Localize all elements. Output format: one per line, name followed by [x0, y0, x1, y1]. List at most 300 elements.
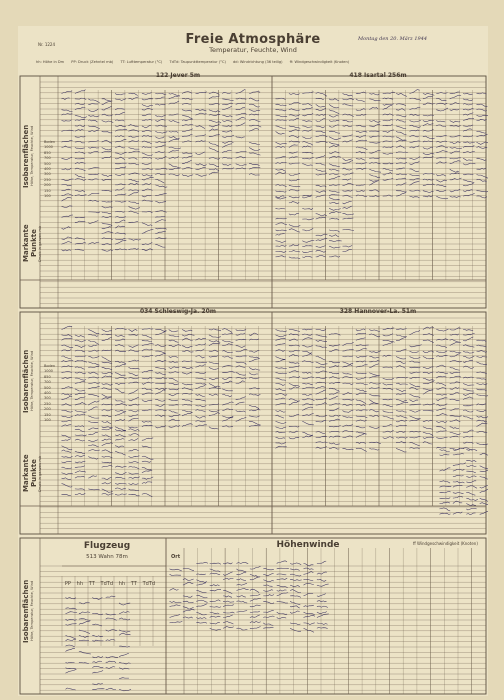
ink-mark: [129, 466, 140, 469]
ink-mark: [129, 173, 140, 175]
ink-mark: [102, 337, 112, 340]
ink-mark: [169, 356, 178, 357]
ink-mark: [276, 384, 286, 386]
ink-mark: [142, 136, 152, 137]
ink-mark: [182, 367, 193, 368]
ink-mark: [410, 384, 421, 388]
ink-mark: [463, 405, 473, 406]
ink-mark: [62, 114, 73, 116]
ink-mark: [115, 188, 124, 191]
ink-mark: [329, 372, 339, 373]
ink-mark: [75, 148, 85, 149]
ink-mark: [356, 140, 367, 142]
ink-mark: [223, 578, 233, 579]
ink-mark: [450, 178, 462, 180]
ink-mark: [129, 221, 139, 222]
ink-mark: [302, 130, 312, 132]
ink-mark: [436, 376, 446, 378]
ink-mark: [249, 421, 261, 425]
ink-mark: [383, 130, 394, 132]
ink-mark: [343, 377, 353, 379]
ink-mark: [369, 180, 379, 185]
ink-mark: [102, 238, 113, 240]
ink-mark: [263, 580, 274, 582]
ink-mark: [88, 401, 99, 405]
ink-mark: [182, 92, 192, 94]
ink-mark: [356, 195, 367, 197]
ink-mark: [356, 377, 366, 379]
ink-mark: [396, 168, 405, 169]
ink-mark: [249, 110, 260, 112]
ink-mark: [142, 141, 152, 144]
ink-mark: [302, 219, 314, 220]
ink-mark: [92, 661, 102, 663]
ink-mark: [343, 201, 352, 204]
ink-mark: [329, 202, 339, 203]
ink-mark: [304, 572, 314, 575]
ink-mark: [142, 183, 151, 185]
ink-mark: [155, 415, 165, 417]
ink-mark: [75, 429, 85, 431]
ink-mark: [343, 125, 353, 126]
ink-mark: [477, 362, 488, 365]
ink-mark: [356, 348, 367, 351]
ink-mark: [129, 158, 138, 160]
ink-mark: [75, 471, 86, 473]
ink-mark: [423, 103, 435, 104]
ink-mark: [290, 563, 301, 565]
ink-mark: [466, 476, 476, 477]
ink-mark: [129, 438, 139, 440]
ink-mark: [289, 157, 298, 159]
ink-mark: [75, 195, 87, 196]
ink-mark: [383, 328, 395, 330]
ink-mark: [369, 448, 379, 450]
ink-mark: [396, 158, 407, 159]
ink-mark: [92, 689, 104, 690]
ink-mark: [423, 93, 434, 95]
ink-mark: [169, 330, 178, 332]
ink-mark: [423, 115, 434, 116]
ink-mark: [142, 329, 153, 330]
ink-mark: [463, 190, 473, 192]
ink-mark: [466, 492, 475, 495]
ink-mark: [92, 640, 103, 641]
ink-mark: [410, 411, 421, 413]
ink-mark: [119, 678, 129, 679]
ink-mark: [290, 596, 301, 598]
ink-mark: [316, 169, 326, 171]
ink-mark: [62, 356, 71, 359]
ink-mark: [88, 356, 99, 358]
ink-mark: [106, 596, 116, 598]
ink-mark: [383, 367, 393, 368]
ink-mark: [75, 489, 85, 490]
ink-mark: [423, 96, 433, 99]
ink-mark: [383, 114, 394, 116]
ink-mark: [369, 158, 380, 159]
ink-mark: [329, 415, 341, 416]
ink-mark: [410, 400, 419, 402]
ink-mark: [343, 114, 354, 117]
ink-mark: [142, 230, 154, 234]
ink-mark: [463, 118, 474, 120]
ink-mark: [450, 189, 461, 192]
ink-mark: [129, 450, 139, 452]
ink-mark: [182, 411, 193, 413]
ink-mark: [169, 419, 180, 421]
ink-mark: [129, 151, 141, 153]
ink-mark: [356, 158, 365, 160]
ink-mark: [62, 326, 73, 329]
ink-mark: [142, 477, 153, 479]
ink-mark: [463, 366, 474, 369]
ink-mark: [329, 408, 339, 411]
ink-mark: [383, 136, 395, 137]
ink-mark: [329, 218, 339, 220]
ink-mark: [276, 233, 285, 235]
ink-mark: [75, 243, 86, 245]
marks-side-label: Markante Punkte Druck in ganzen mb: [22, 454, 42, 493]
ink-mark: [102, 151, 112, 153]
ink-mark: [249, 367, 260, 370]
ink-mark: [463, 410, 473, 412]
ink-mark: [196, 622, 207, 623]
ink-mark: [182, 119, 192, 121]
ink-mark: [436, 383, 446, 386]
ink-mark: [410, 388, 419, 390]
ink-mark: [276, 223, 287, 225]
ink-mark: [209, 410, 220, 411]
ink-mark: [463, 145, 474, 147]
ink-mark: [155, 378, 167, 379]
ink-mark: [170, 569, 182, 571]
ink-mark: [356, 442, 366, 443]
ink-mark: [129, 415, 139, 417]
ink-mark: [79, 621, 90, 624]
ink-mark: [440, 502, 451, 503]
ink-mark: [276, 432, 286, 433]
ink-mark: [88, 421, 98, 422]
ink-mark: [236, 89, 246, 93]
ink-mark: [129, 373, 139, 376]
ink-mark: [75, 367, 85, 369]
ink-mark: [66, 668, 76, 669]
ink-mark: [129, 130, 140, 132]
ink-mark: [249, 425, 260, 427]
ink-mark: [106, 667, 115, 669]
ink-mark: [316, 346, 327, 348]
ink-mark: [302, 228, 313, 231]
ink-mark: [79, 652, 91, 654]
page-subtitle: Temperatur, Feuchte, Wind: [209, 46, 297, 54]
ink-mark: [182, 125, 193, 126]
ink-mark: [410, 120, 421, 122]
ink-mark: [289, 371, 299, 373]
legend-item: TT: Lufttemperatur (°C): [120, 60, 163, 64]
ink-mark: [423, 378, 435, 380]
ink-mark: [88, 476, 97, 478]
ink-mark: [369, 387, 379, 389]
ink-mark: [463, 377, 474, 378]
ink-mark: [115, 184, 126, 185]
ink-mark: [263, 585, 272, 587]
ink-mark: [289, 362, 299, 364]
ink-mark: [396, 437, 407, 438]
ink-mark: [129, 207, 140, 210]
ink-mark: [88, 151, 98, 153]
ink-mark: [79, 662, 89, 663]
ink-mark: [209, 356, 218, 358]
ink-mark: [289, 245, 299, 247]
ink-mark: [115, 466, 126, 467]
ink-mark: [102, 201, 113, 202]
ink-mark: [304, 628, 315, 632]
ink-mark: [75, 249, 84, 251]
ink-mark: [450, 158, 461, 159]
ink-mark: [450, 382, 460, 384]
ink-mark: [410, 146, 420, 148]
ink-mark: [289, 387, 299, 389]
ink-mark: [329, 131, 340, 133]
ink-mark: [75, 119, 85, 120]
ink-mark: [396, 104, 406, 106]
ink-mark: [410, 135, 419, 137]
ink-mark: [88, 457, 98, 460]
ink-mark: [236, 373, 246, 376]
ink-mark: [102, 106, 112, 110]
ink-mark: [436, 394, 447, 395]
ink-mark: [263, 627, 273, 628]
ink-mark: [115, 494, 127, 495]
ink-mark: [209, 124, 220, 127]
ink-mark: [329, 176, 340, 180]
ink-mark: [196, 126, 206, 129]
ink-mark: [129, 179, 139, 181]
ink-mark: [302, 361, 313, 363]
ink-mark: [343, 365, 353, 368]
ink-mark: [155, 180, 164, 184]
ink-mark: [129, 433, 140, 435]
ink-mark: [316, 447, 327, 449]
ink-mark: [62, 484, 73, 488]
ink-mark: [453, 454, 464, 455]
ink-mark: [75, 461, 85, 463]
ink-mark: [396, 192, 406, 196]
ink-mark: [142, 146, 151, 147]
ink-mark: [436, 103, 447, 104]
ink-mark: [383, 405, 393, 407]
ink-mark: [142, 467, 152, 470]
ink-mark: [75, 175, 85, 178]
ink-mark: [129, 163, 140, 165]
ink-mark: [155, 97, 165, 99]
ink-mark: [477, 356, 488, 357]
ink-mark: [222, 340, 233, 342]
ink-mark: [236, 362, 247, 364]
ink-mark: [302, 387, 314, 389]
ink-mark: [396, 140, 406, 142]
ink-mark: [66, 619, 77, 620]
ink-mark: [316, 246, 326, 248]
ink-mark: [302, 351, 311, 353]
ink-mark: [222, 92, 231, 93]
ink-mark: [423, 372, 433, 374]
ink-mark: [302, 432, 313, 436]
ink-mark: [356, 125, 366, 127]
ink-mark: [329, 333, 340, 335]
ink-mark: [329, 241, 342, 242]
ink-mark: [356, 416, 367, 418]
ink-mark: [236, 157, 246, 159]
ink-mark: [119, 633, 130, 635]
ink-mark: [396, 383, 408, 384]
ink-mark: [289, 145, 298, 148]
ink-mark: [276, 115, 288, 117]
ink-mark: [88, 366, 99, 367]
ink-mark: [302, 256, 312, 257]
ink-mark: [102, 180, 112, 181]
ink-mark: [289, 339, 298, 340]
ink-mark: [142, 153, 153, 156]
ink-mark: [222, 389, 233, 391]
ink-mark: [423, 381, 434, 383]
ink-mark: [210, 585, 220, 586]
ink-mark: [66, 688, 76, 690]
pressure-level-list: Boden 1000 850 700 500 400 300 250 200 150 100: [44, 364, 56, 423]
ink-mark: [62, 189, 71, 190]
ink-mark: [155, 231, 166, 233]
ink-mark: [119, 668, 129, 670]
ink-mark: [115, 113, 125, 116]
ink-mark: [88, 115, 99, 117]
ink-mark: [106, 630, 117, 632]
ink-mark: [115, 419, 125, 421]
ink-mark: [396, 400, 407, 402]
ink-mark: [115, 201, 126, 202]
ink-mark: [396, 349, 407, 352]
handwritten-ink-layer: [18, 26, 488, 696]
ink-mark: [316, 329, 326, 330]
ink-mark: [222, 344, 233, 346]
ink-mark: [477, 416, 489, 418]
ink-mark: [182, 404, 192, 405]
ink-mark: [289, 437, 299, 439]
ink-mark: [249, 350, 259, 352]
ink-mark: [369, 375, 379, 378]
ink-mark: [410, 357, 421, 359]
ink-mark: [383, 399, 393, 400]
ink-mark: [196, 425, 207, 427]
ink-mark: [289, 163, 300, 164]
ink-mark: [115, 364, 126, 367]
ink-mark: [410, 107, 421, 109]
ink-mark: [169, 150, 179, 152]
ink-mark: [343, 218, 354, 219]
ink-mark: [329, 246, 340, 248]
ink-mark: [477, 191, 489, 192]
ink-mark: [182, 103, 191, 104]
ink-mark: [356, 109, 366, 111]
ink-mark: [276, 172, 287, 174]
ink-mark: [106, 688, 116, 690]
ink-mark: [302, 114, 313, 116]
ink-mark: [289, 334, 299, 336]
ink-mark: [169, 372, 179, 374]
ink-mark: [289, 196, 300, 198]
ink-mark: [276, 438, 286, 439]
ink-mark: [436, 98, 446, 100]
ink-mark: [304, 583, 314, 585]
ink-mark: [410, 436, 421, 438]
ink-mark: [169, 411, 178, 414]
ink-mark: [276, 389, 286, 391]
ink-mark: [302, 246, 312, 247]
ink-mark: [129, 494, 140, 496]
ink-mark: [209, 158, 220, 160]
ink-mark: [182, 346, 192, 348]
ink-mark: [222, 125, 232, 126]
ink-mark: [453, 496, 463, 498]
ink-mark: [155, 151, 164, 153]
ink-mark: [463, 384, 474, 386]
ink-mark: [453, 475, 464, 476]
weather-form-sheet: [18, 26, 488, 696]
ink-mark: [383, 334, 393, 336]
ink-mark: [436, 351, 447, 353]
ink-mark: [155, 115, 166, 117]
ink-mark: [169, 414, 181, 417]
ink-mark: [102, 175, 112, 177]
ink-mark: [302, 377, 314, 379]
ink-mark: [237, 583, 248, 585]
ink-mark: [115, 373, 125, 376]
ink-mark: [410, 404, 421, 405]
ink-mark: [102, 372, 113, 374]
ink-mark: [329, 436, 340, 438]
ink-mark: [477, 420, 487, 422]
ink-mark: [102, 121, 114, 123]
ink-mark: [302, 407, 313, 411]
ink-mark: [169, 156, 179, 158]
ink-mark: [463, 436, 473, 437]
ink-mark: [477, 196, 488, 198]
ink-mark: [88, 126, 100, 129]
ink-mark: [142, 349, 153, 351]
ink-mark: [209, 350, 218, 352]
ink-mark: [383, 416, 394, 419]
ink-mark: [369, 190, 379, 192]
ink-mark: [329, 443, 340, 444]
ink-mark: [115, 383, 125, 384]
ink-mark: [75, 162, 85, 163]
ink-mark: [289, 185, 300, 186]
ink-mark: [102, 362, 112, 364]
ink-mark: [142, 200, 153, 201]
ink-mark: [75, 411, 87, 413]
ink-mark: [329, 164, 340, 167]
ink-mark: [75, 129, 84, 131]
ink-mark: [477, 134, 488, 137]
ink-mark: [129, 345, 139, 348]
ink-mark: [102, 493, 114, 495]
ink-mark: [182, 388, 193, 391]
ink-mark: [383, 389, 393, 390]
ink-mark: [209, 367, 219, 369]
ink-mark: [182, 115, 193, 119]
ink-mark: [316, 362, 328, 365]
ink-mark: [75, 372, 86, 374]
